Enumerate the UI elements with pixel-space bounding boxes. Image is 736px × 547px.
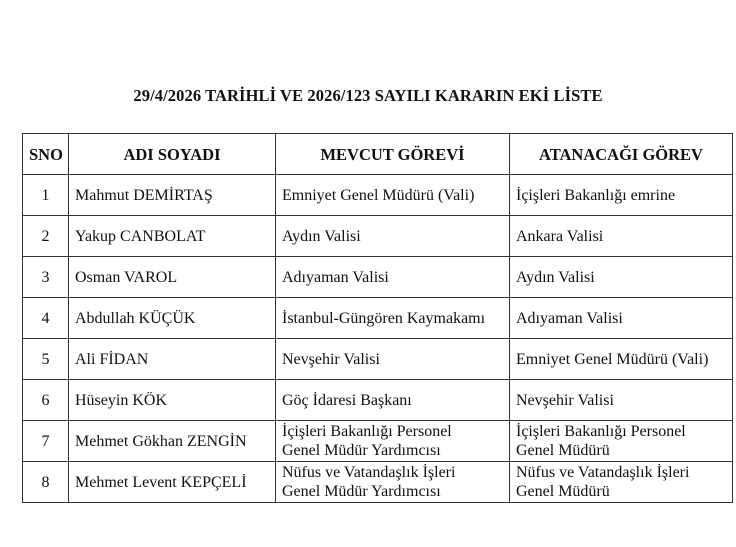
header-name: ADI SOYADI	[69, 134, 276, 175]
row-sno: 1	[23, 175, 69, 216]
cell-line: İçişleri Bakanlığı emrine	[516, 186, 676, 204]
header-assigned-position: ATANACAĞI GÖREV	[510, 134, 733, 175]
row-sno: 4	[23, 298, 69, 339]
row-sno: 2	[23, 216, 69, 257]
table-header-row	[23, 134, 733, 175]
row-current-position	[276, 216, 510, 257]
cell-line: Aydın Valisi	[516, 268, 595, 286]
cell-line: Adıyaman Valisi	[516, 309, 623, 327]
row-name: Osman VAROL	[69, 257, 276, 298]
row-name: Mehmet Levent KEPÇELİ	[69, 462, 276, 503]
row-current-position	[276, 298, 510, 339]
row-current-position	[276, 257, 510, 298]
cell-line: Nevşehir Valisi	[516, 391, 614, 409]
cell-line: İstanbul-Güngören Kaymakamı	[282, 309, 486, 327]
cell-line: Göç İdaresi Başkanı	[282, 391, 412, 409]
row-assigned-position	[510, 257, 733, 298]
row-assigned-position	[510, 380, 733, 421]
row-current-position	[276, 462, 510, 503]
row-name: Hüseyin KÖK	[69, 380, 276, 421]
row-sno: 3	[23, 257, 69, 298]
row-name: Yakup CANBOLAT	[69, 216, 276, 257]
table-row	[23, 257, 733, 298]
cell-line: Genel Müdür Yardımcısı	[282, 483, 441, 500]
row-assigned-position	[510, 216, 733, 257]
row-current-position	[276, 421, 510, 462]
row-name: Abdullah KÜÇÜK	[69, 298, 276, 339]
cell-line: Nüfus ve Vatandaşlık İşleri	[516, 464, 690, 481]
row-assigned-position	[510, 462, 733, 503]
cell-line: Ankara Valisi	[516, 227, 604, 245]
row-assigned-position	[510, 298, 733, 339]
cell-line: Nevşehir Valisi	[282, 350, 380, 368]
table-row	[23, 380, 733, 421]
cell-line: Genel Müdür Yardımcısı	[282, 442, 441, 459]
row-sno: 6	[23, 380, 69, 421]
table-row	[23, 298, 733, 339]
cell-line: Emniyet Genel Müdürü (Vali)	[282, 186, 475, 204]
header-sno: SNO	[23, 134, 69, 175]
row-name: Mehmet Gökhan ZENGİN	[69, 421, 276, 462]
table-row	[23, 175, 733, 216]
cell-line: İçişleri Bakanlığı Personel	[282, 423, 452, 440]
row-current-position	[276, 339, 510, 380]
row-name: Mahmut DEMİRTAŞ	[69, 175, 276, 216]
table-row	[23, 462, 733, 503]
cell-line: Nüfus ve Vatandaşlık İşleri	[282, 464, 456, 481]
row-sno: 8	[23, 462, 69, 503]
cell-line: Genel Müdürü	[516, 442, 610, 459]
row-assigned-position	[510, 421, 733, 462]
cell-line: Aydın Valisi	[282, 227, 361, 245]
cell-line: Genel Müdürü	[516, 483, 610, 500]
row-sno: 5	[23, 339, 69, 380]
cell-line: İçişleri Bakanlığı Personel	[516, 423, 686, 440]
appointment-table	[22, 133, 733, 503]
table-row	[23, 421, 733, 462]
table-row	[23, 339, 733, 380]
row-assigned-position	[510, 339, 733, 380]
row-name: Ali FİDAN	[69, 339, 276, 380]
document-title: 29/4/2026 TARİHLİ VE 2026/123 SAYILI KARARIN EKİ LİSTE	[133, 86, 603, 105]
cell-line: Emniyet Genel Müdürü (Vali)	[516, 350, 709, 368]
row-sno: 7	[23, 421, 69, 462]
header-current-position: MEVCUT GÖREVİ	[276, 134, 510, 175]
row-current-position	[276, 380, 510, 421]
table-row	[23, 216, 733, 257]
cell-line: Adıyaman Valisi	[282, 268, 389, 286]
row-assigned-position	[510, 175, 733, 216]
row-current-position	[276, 175, 510, 216]
